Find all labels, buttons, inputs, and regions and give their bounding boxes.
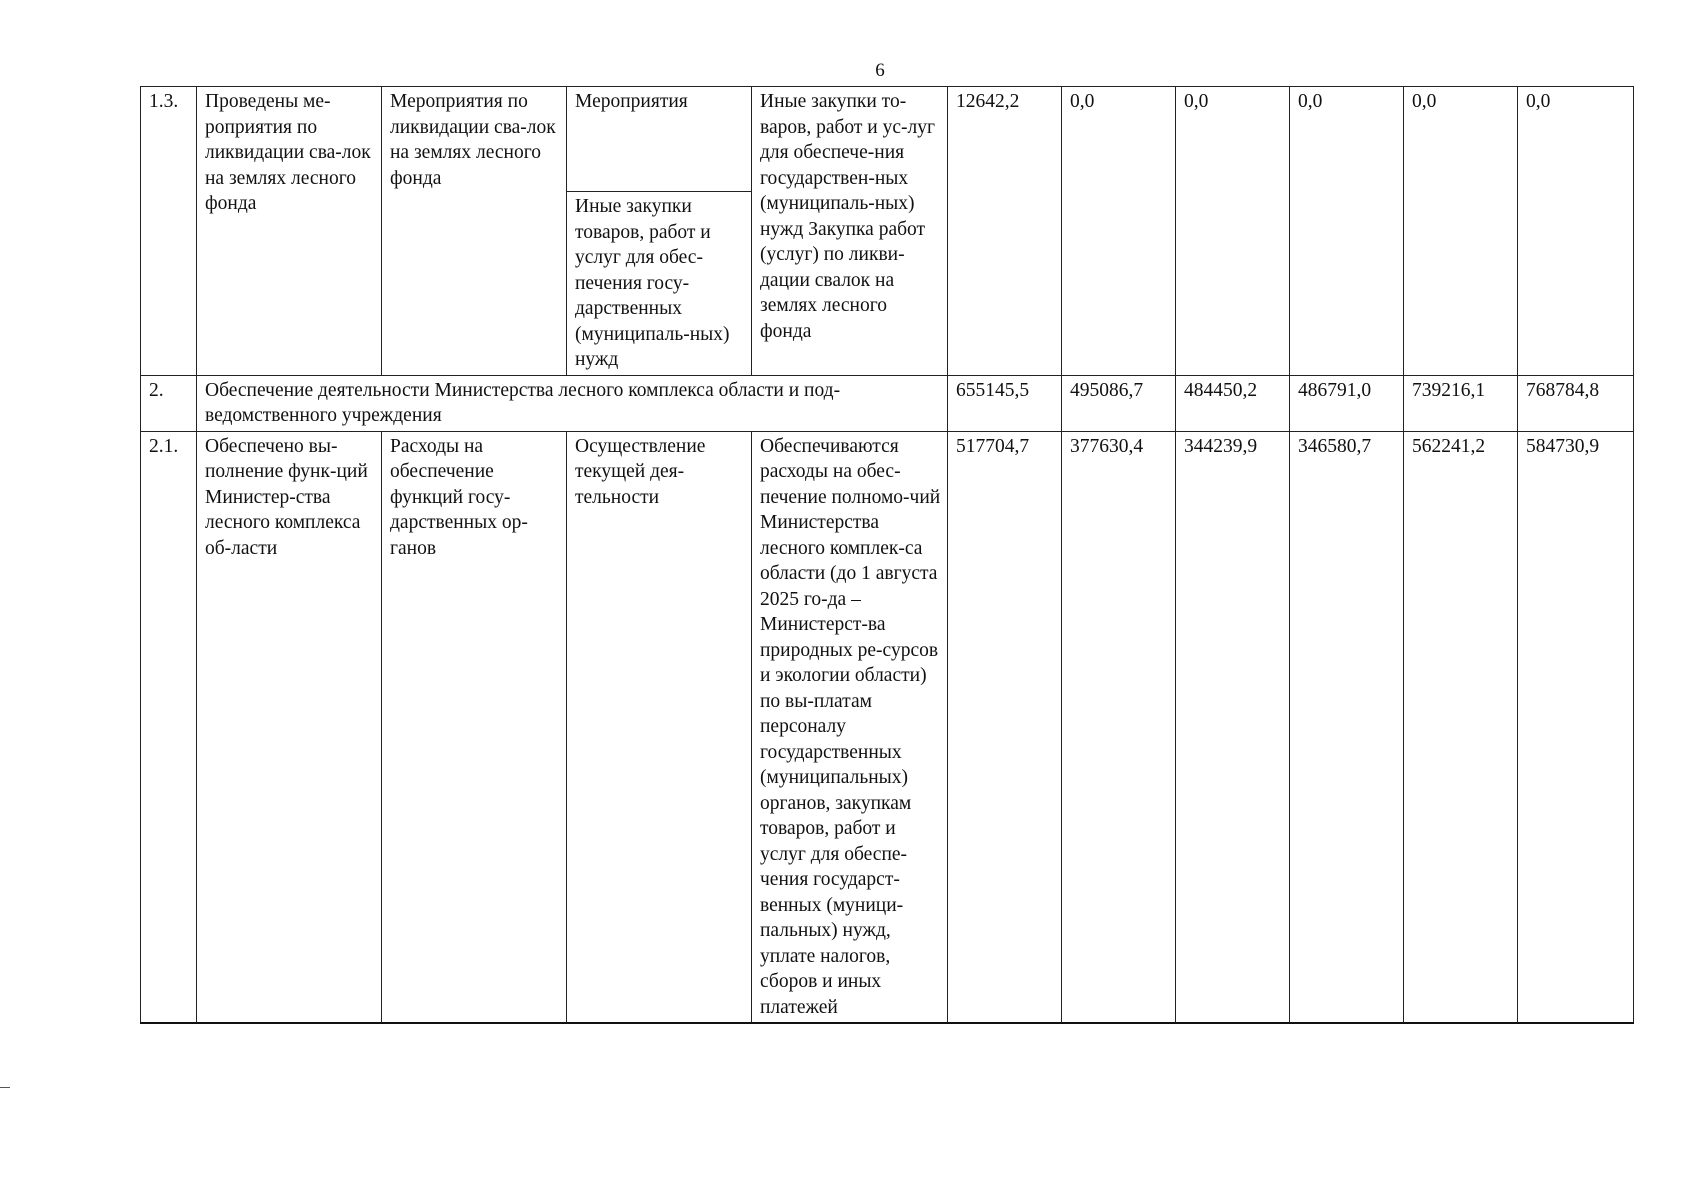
- page-number: 6: [875, 60, 885, 81]
- value-cell-3: 344239,9: [1176, 431, 1290, 1023]
- value-cell-5: 562241,2: [1404, 431, 1518, 1023]
- description-cell: Обеспечиваются расходы на обес-печение полномо-чий Министерства лесного комплек-са области (до 1 августа 2025 го-да – Министерст-ва природных ре-сурсов и экологии области) по вы-платам персоналу государственных (муниципальных) органов, закупкам товаров, работ и услуг для обеспе-чения государст-венных (муници-пальных) нужд, уплате налогов, сборов и иных платежей: [752, 431, 948, 1023]
- table-row: [141, 431, 1634, 1023]
- type-cell: Осуществление текущей дея-тельности: [567, 431, 752, 1023]
- financing-table: [140, 86, 1634, 1024]
- description-cell: Иные закупки то-варов, работ и ус-луг для обеспече-ния государствен-ных (муниципаль-ных) нужд Закупка работ (услуг) по ликви-дации свалок на землях лесного фонда: [752, 87, 948, 376]
- type-cell-bottom: Иные закупки товаров, работ и услуг для обес-печения госу-дарственных (муниципаль-ных) нужд: [567, 192, 752, 376]
- value-cell-6: 0,0: [1518, 87, 1634, 376]
- value-cell-5: 739216,1: [1404, 375, 1518, 431]
- value-cell-6: 768784,8: [1518, 375, 1634, 431]
- type-cell-top: Мероприятия: [567, 87, 752, 192]
- result-cell: Проведены ме-роприятия по ликвидации сва-лок на землях лесного фонда: [197, 87, 382, 376]
- value-cell-1: 12642,2: [948, 87, 1062, 376]
- table-row: [141, 87, 1634, 192]
- margin-mark: [0, 1087, 10, 1088]
- value-cell-2: 495086,7: [1062, 375, 1176, 431]
- row-number-cell: 2.: [141, 375, 197, 431]
- value-cell-4: 486791,0: [1290, 375, 1404, 431]
- row-number-cell: 2.1.: [141, 431, 197, 1023]
- value-cell-1: 517704,7: [948, 431, 1062, 1023]
- result-cell: Обеспечено вы-полнение функ-ций Министер-ства лесного комплекса об-ласти: [197, 431, 382, 1023]
- value-cell-2: 377630,4: [1062, 431, 1176, 1023]
- value-cell-4: 0,0: [1290, 87, 1404, 376]
- value-cell-1: 655145,5: [948, 375, 1062, 431]
- value-cell-3: 484450,2: [1176, 375, 1290, 431]
- expense-cell: Расходы на обеспечение функций госу-дарственных ор-ганов: [382, 431, 567, 1023]
- value-cell-6: 584730,9: [1518, 431, 1634, 1023]
- row-number-cell: 1.3.: [141, 87, 197, 376]
- value-cell-3: 0,0: [1176, 87, 1290, 376]
- value-cell-5: 0,0: [1404, 87, 1518, 376]
- value-cell-2: 0,0: [1062, 87, 1176, 376]
- section-title-cell: Обеспечение деятельности Министерства лесного комплекса области и под-ведомственного учреждения: [197, 375, 948, 431]
- expense-cell: Мероприятия по ликвидации сва-лок на землях лесного фонда: [382, 87, 567, 376]
- value-cell-4: 346580,7: [1290, 431, 1404, 1023]
- table-row: [141, 375, 1634, 431]
